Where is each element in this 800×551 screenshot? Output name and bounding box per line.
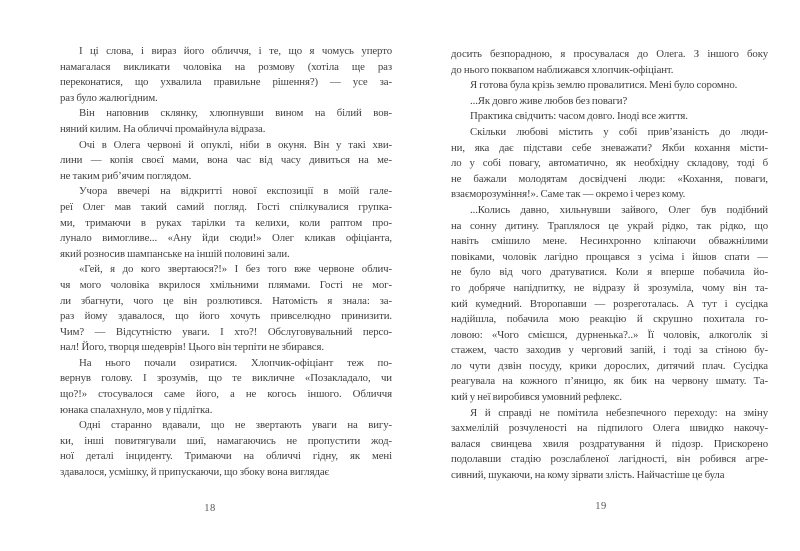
text-line: Скільки любові містить у собі прив’язаність до люди- [470,125,768,138]
text-line: Очі в Олега червоні й опуклі, ніби в окуня. Він у такі хви- [79,138,392,151]
text-line: повіками, чоловік лагідно прощався з усіма і йшов спати — [451,250,768,263]
paragraph [451,109,768,125]
text-line: ...Як довго живе любов без поваги? [470,94,628,107]
text-line: що?!» стосувалося саме його, а не когось іншого. Обличчя [60,388,392,401]
text-line: ки, інші повитягували шиї, намагаючись не пропустити жод- [60,434,392,447]
paragraph [451,78,768,94]
paragraph [60,356,392,418]
text-line: реагувала на кожного п’яницю, як бик на червону шмату. Та- [451,375,768,388]
text-line: «Гей, я до кого звертаюся?!» І без того вже червоне облич- [79,263,392,276]
text-line: досить безпорадною, я просувалася до Олега. З іншого боку [451,48,768,60]
text-line: не було від чого дратуватися. Коли я вперше побачила йо- [451,266,768,279]
text-line: навіть смішило мене. Несинхронно кліпаючи обважнілими [451,235,768,248]
text-line: кий кумедний. Второпавши — розреготалась. А тут і сусідка [451,297,768,310]
paragraph [451,203,768,406]
text-line: няний килим. На обличчі промайнула відраза. [60,122,266,135]
text-line: взаєморозуміння!». Саме так — окремо і через кому. [451,188,686,201]
text-line: раз було жалюгідним. [60,91,158,104]
text-line: раз йому здавалося, що його хочуть привселюдно принизити. [60,310,392,323]
page-number-left: 18 [204,503,216,514]
text-line: намагалася викликати чоловіка на розмову (хотіла ще раз [60,60,392,73]
text-line: ...Колись давно, хильнувши зайвого, Олег був подібний [470,203,768,216]
text-line: не бажали молодятам досвідчені люди: «Кохання, поваги, [451,172,768,185]
text-line: ли збагнути, чого це він розлютився. Натомість я знала: за- [60,294,392,307]
text-line: ло у собі повагу, автоматично, як необхідну складову, тоді б [451,157,768,170]
text-line: нал! Його, творця шедеврів! Цього він терпіти не збирався. [60,341,324,354]
paragraph [60,106,392,137]
book-page-right-text [451,47,768,484]
text-line: здавалося, усмішку, й припускаючи, що збоку вона виглядає [60,466,330,479]
paragraph [60,418,392,480]
text-line: вернув голову. І зрозумів, що те викличне «Позакладало, чи [60,372,392,385]
paragraph [451,125,768,203]
text-line: ної деталі інциденту. Тримаючи на обличчі гідну, як мені [60,450,392,463]
paragraph [451,406,768,484]
text-line: захмелілій розчуленості на підпилого Олега швидко накочу- [451,422,768,435]
paragraph [60,44,392,106]
paragraph [60,262,392,356]
text-line: юнака спалахнуло, мов у підлітка. [60,403,213,416]
text-line: ловою: «Чого смієшся, дурненька?..» Її чоловік, алкоголік зі [451,328,768,341]
paragraph [451,47,768,78]
text-line: на сонну дитину. Траплялося це украй рідко, так рідко, що [451,219,768,232]
text-line: надійшла, побачила мою реакцію й скрушно похитала го- [451,313,768,326]
text-line: ло чути дзвін посуду, крики дорослих, дитячий плач. Сусідка [451,359,768,372]
text-line: лунало вимогливе... «Ану йди сюди!» Олег кликав офіціанта, [60,232,392,245]
text-line: чя мого чоловіка вкрилося хмільними плямами. Гості не мог- [60,278,392,291]
text-line: І ці слова, і вираз його обличчя, і те, що я чомусь уперто [79,45,392,57]
text-line: ми, тримаючи в руках тарілки та келихи, коли раптом про- [60,216,392,229]
text-line: Учора ввечері на відкритті нової експозиції в моїй гале- [79,185,392,198]
text-line: сивний, шукаючи, на кому зірвати злість. Найчастіше це була [451,469,725,482]
text-line: Я й справді не помітила небезпечного переходу: на зміну [470,406,768,419]
text-line: подолавши стадію розслабленої лагідності, він робився агре- [451,453,768,466]
text-line: не таким риб’ячим поглядом. [60,169,192,182]
text-line: Чим? — Відсутністю уваги. І хто?! Обслуговувальний персо- [60,325,392,338]
book-page-left-text [60,44,392,481]
text-line: лини — копія своєї мами, вона час від часу дивиться на ме- [60,154,392,167]
text-line: Я готова була крізь землю провалитися. Мені було соромно. [470,79,738,92]
text-line: Одні старанно вдавали, що не звертають уваги на вигу- [79,419,392,432]
text-line: ни, яка дає підстави себе зневажати? Якби кохання місти- [451,141,768,154]
text-line: валася свинцева хвиля роздратування й підозр. Прискорено [451,437,768,450]
text-line: Практика свідчить: часом довго. Іноді все життя. [470,110,688,123]
paragraph [60,138,392,185]
text-line: кий у неї виробився умовний рефлекс. [451,391,623,404]
text-line: який розносив шампанське на іншій половині зали. [60,247,290,260]
text-line: стажем, часто заходив у черговий запій, і тоді за стіною бу- [451,344,768,357]
paragraph [451,94,768,110]
text-line: го добряче напідпитку, не відразу й зрозуміла, чому він та- [451,281,768,294]
text-line: переконатися, що ухвалила правильне рішення?) — усе за- [60,76,392,89]
text-line: Він наповнив склянку, хлюпнувши вином на білий вов- [79,107,392,120]
text-line: На нього почали озиратися. Хлопчик-офіціант теж по- [79,356,392,369]
paragraph [60,184,392,262]
page-number-right: 19 [595,501,607,512]
text-line: до нього поквапом наближався хлопчик-офіціант. [451,63,674,76]
text-line: реї Олег мав такий самий погляд. Гості спілкувалися групка- [60,200,392,213]
